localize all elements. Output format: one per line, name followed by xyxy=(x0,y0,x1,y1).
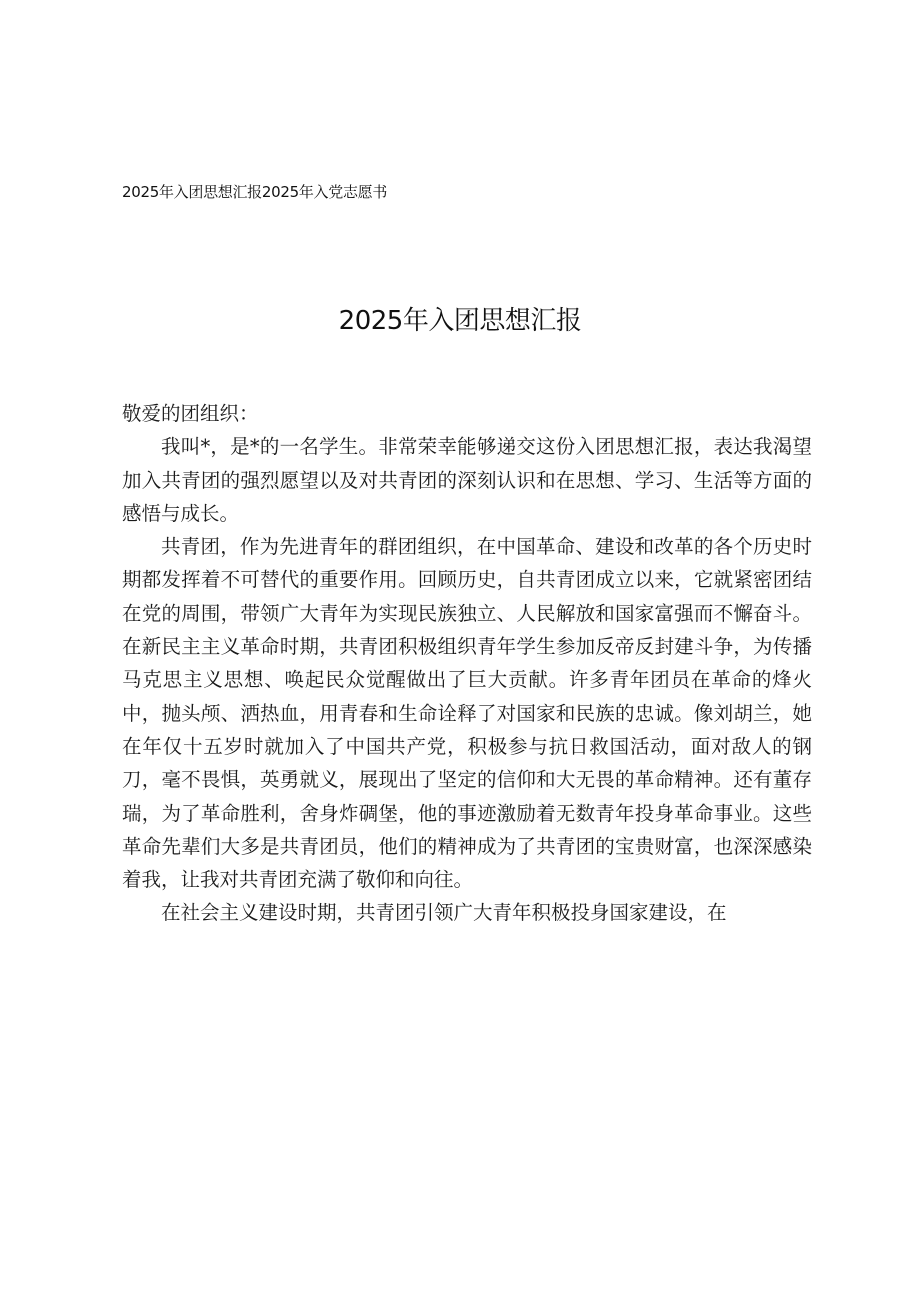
paragraph-history: 共青团，作为先进青年的群团组织，在中国革命、建设和改革的各个历史时期都发挥着不可替代的重要作用。回顾历史，自共青团成立以来，它就紧密团结在党的周围，带领广大青年为实现民族独立、人民解放和国家富强而不懈奋斗。在新民主主义革命时期，共青团积极组织青年学生参加反帝反封建斗争，为传播马克思主义思想、唤起民众觉醒做出了巨大贡献。许多青年团员在革命的烽火中，抛头颅、洒热血，用青春和生命诠释了对国家和民族的忠诚。像刘胡兰，她在年仅十五岁时就加入了中国共产党，积极参与抗日救国活动，面对敌人的钢刀，毫不畏惧，英勇就义，展现出了坚定的信仰和大无畏的革命精神。还有董存瑞，为了革命胜利，舍身炸碉堡，他的事迹激励着无数青年投身革命事业。这些革命先辈们大多是共青团员，他们的精神成为了共青团的宝贵财富，也深深感染着我，让我对共青团充满了敬仰和向往。 xyxy=(122,535,812,892)
document-header: 2025年入团思想汇报2025年入党志愿书 xyxy=(122,183,388,201)
paragraph-intro: 我叫*，是*的一名学生。非常荣幸能够递交这份入团思想汇报，表达我渴望加入共青团的强烈愿望以及对共青团的深刻认识和在思想、学习、生活等方面的感悟与成长。 xyxy=(122,435,812,525)
document-body xyxy=(122,397,812,930)
document-title: 2025年入团思想汇报 xyxy=(338,306,582,336)
salutation: 敬爱的团组织： xyxy=(122,402,259,425)
paragraph-construction: 在社会主义建设时期，共青团引领广大青年积极投身国家建设，在 xyxy=(161,901,727,925)
